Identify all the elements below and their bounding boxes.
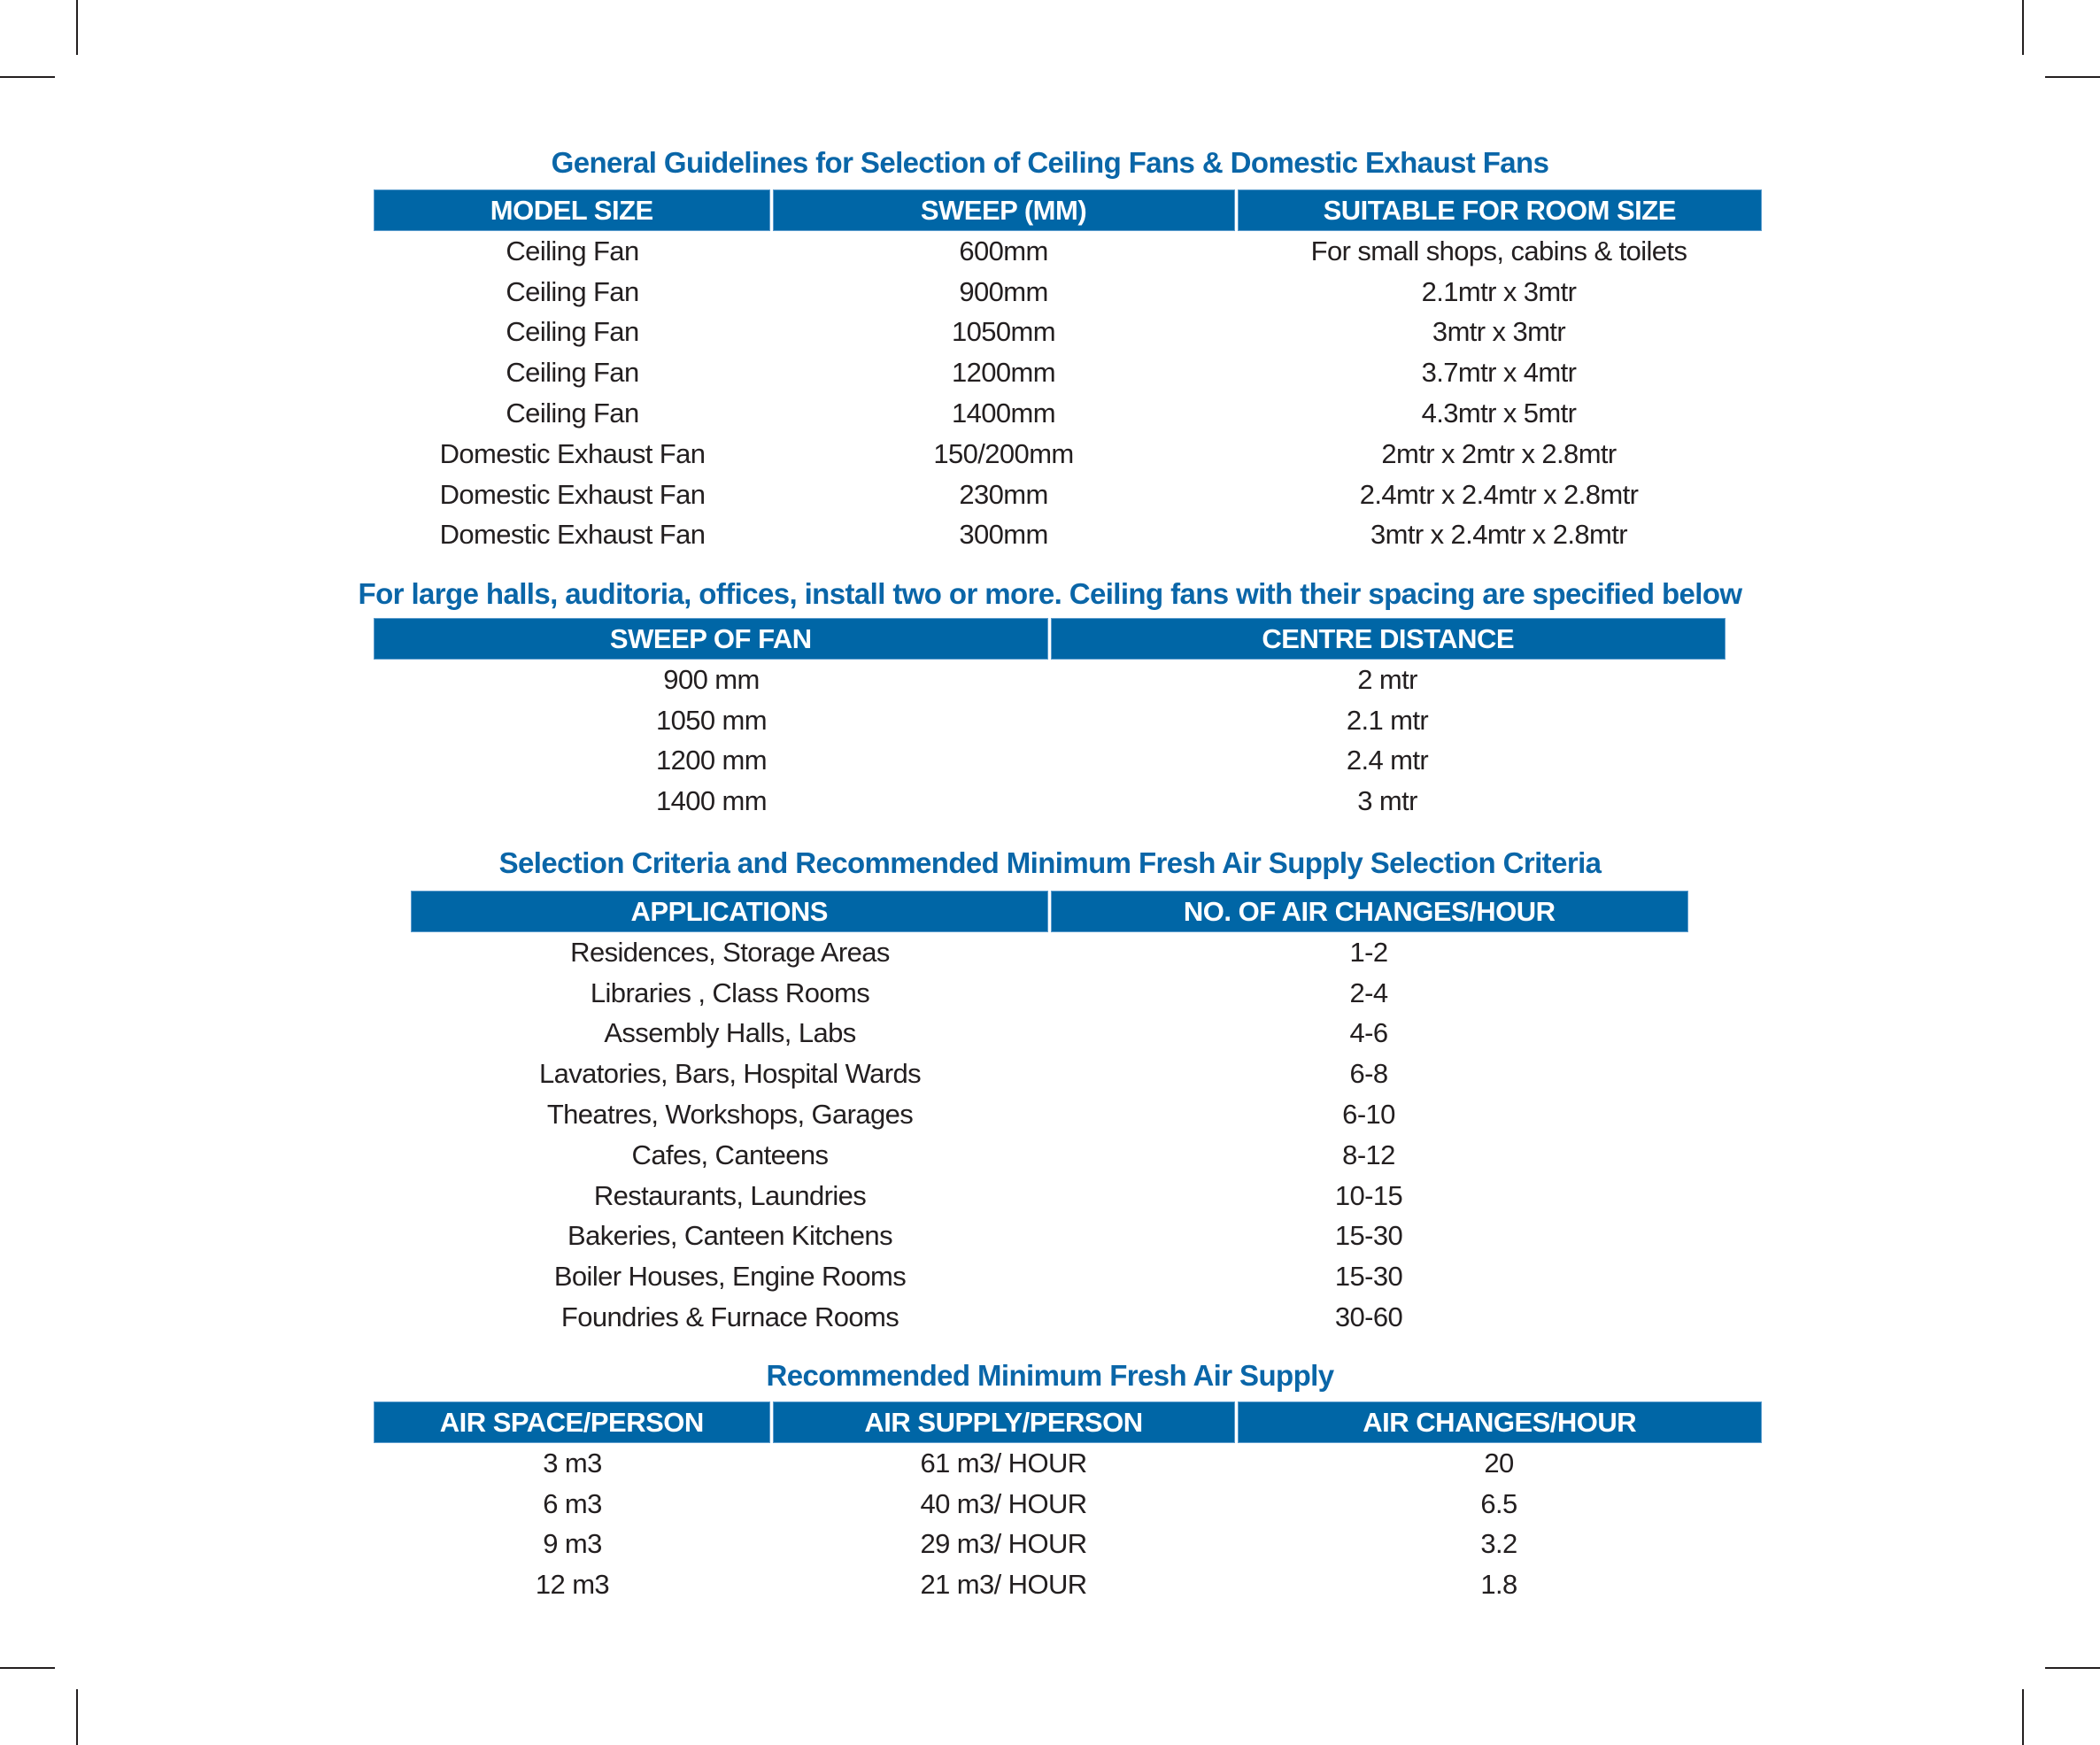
table-row (374, 781, 1726, 822)
table-row (374, 660, 1726, 700)
table-cell: Ceiling Fan (506, 316, 639, 348)
table-cell: 4-6 (1349, 1017, 1388, 1049)
crop-mark (2022, 1689, 2024, 1745)
table-cell: 600mm (959, 235, 1048, 266)
table-cell: 15-30 (1334, 1220, 1403, 1252)
table-cell: 30-60 (1334, 1301, 1403, 1333)
table-cell: 1050 mm (655, 704, 768, 736)
table-cell: Lavatories, Bars, Hospital Wards (538, 1058, 922, 1090)
table-row (374, 741, 1726, 782)
table-cell: 3 m3 (543, 1447, 602, 1479)
table-row (374, 1443, 1762, 1484)
air-changes-title: Selection Criteria and Recommended Minimum Fresh Air Supply Selection Criteria (498, 846, 1602, 879)
table-row (374, 515, 1762, 556)
table-cell: Ceiling Fan (506, 398, 639, 429)
crop-mark (2045, 1667, 2100, 1669)
table-row (374, 272, 1762, 313)
table-header-row (411, 891, 1688, 932)
table-header-row (374, 189, 1762, 231)
table-cell: 3 mtr (1357, 785, 1417, 817)
table-cell: 230mm (959, 478, 1048, 510)
crop-mark (76, 0, 78, 55)
table-cell: 29 m3/ HOUR (920, 1528, 1087, 1560)
table-row (411, 1256, 1688, 1297)
table-row (411, 1135, 1688, 1176)
table-cell: 2mtr x 2mtr x 2.8mtr (1381, 437, 1617, 469)
table-cell: 900 mm (663, 663, 760, 695)
column-header-air-space: AIR SPACE/PERSON (374, 1401, 771, 1443)
table-cell: Theatres, Workshops, Garages (546, 1099, 914, 1131)
air-changes-body (411, 932, 1688, 1338)
table-cell: 1-2 (1349, 936, 1388, 968)
fan-selection-title: General Guidelines for Selection of Ceiling Fans & Domestic Exhaust Fans (551, 146, 1549, 179)
table-cell: 1400mm (951, 398, 1055, 429)
table-cell: 150/200mm (933, 437, 1074, 469)
table-cell: Libraries , Class Rooms (590, 977, 870, 1008)
table-cell: Cafes, Canteens (631, 1139, 829, 1170)
table-row (411, 1094, 1688, 1135)
table-cell: 6-10 (1342, 1099, 1395, 1131)
table-row (411, 932, 1688, 973)
table-cell: Foundries & Furnace Rooms (560, 1301, 899, 1333)
fan-spacing-table (374, 618, 1726, 822)
table-cell: Residences, Storage Areas (570, 936, 890, 968)
column-header-air-changes-hour: AIR CHANGES/HOUR (1236, 1401, 1762, 1443)
table-row (374, 313, 1762, 353)
table-cell: 2 mtr (1357, 663, 1417, 695)
table-cell: 3.7mtr x 4mtr (1421, 357, 1577, 389)
table-cell: 6 m3 (543, 1487, 602, 1519)
table-cell: 2.1 mtr (1346, 704, 1429, 736)
table-row (374, 231, 1762, 272)
table-row (374, 1484, 1762, 1525)
fresh-air-table (374, 1401, 1762, 1605)
table-cell: 40 m3/ HOUR (920, 1487, 1087, 1519)
fan-spacing-body (374, 660, 1726, 822)
table-cell: 1050mm (951, 316, 1055, 348)
table-cell: Assembly Halls, Labs (604, 1017, 856, 1049)
column-header-sweep-of-fan: SWEEP OF FAN (374, 618, 1049, 660)
table-cell: 4.3mtr x 5mtr (1421, 398, 1577, 429)
table-cell: 900mm (959, 275, 1048, 307)
table-row (411, 1216, 1688, 1257)
table-cell: Domestic Exhaust Fan (439, 478, 706, 510)
column-header-air-changes: NO. OF AIR CHANGES/HOUR (1049, 891, 1688, 932)
table-row (374, 352, 1762, 393)
table-row (411, 1054, 1688, 1094)
table-cell: 12 m3 (535, 1569, 610, 1601)
table-cell: 10-15 (1334, 1179, 1403, 1211)
table-cell: 1200mm (951, 357, 1055, 389)
table-cell: 6.5 (1480, 1487, 1517, 1519)
table-cell: Boiler Houses, Engine Rooms (553, 1261, 907, 1293)
crop-mark (0, 76, 55, 78)
fresh-air-body (374, 1443, 1762, 1605)
table-cell: Restaurants, Laundries (593, 1179, 867, 1211)
table-cell: 2.4 mtr (1346, 745, 1429, 776)
table-cell: For small shops, cabins & toilets (1310, 235, 1687, 266)
table-cell: 2.1mtr x 3mtr (1421, 275, 1577, 307)
table-cell: 1.8 (1480, 1569, 1517, 1601)
fan-spacing-title: For large halls, auditoria, offices, install two or more. Ceiling fans with their spacing are specified below (358, 577, 1742, 610)
table-row (374, 700, 1726, 741)
table-cell: Domestic Exhaust Fan (439, 519, 706, 551)
table-cell: Ceiling Fan (506, 275, 639, 307)
table-row (411, 1014, 1688, 1054)
table-row (374, 393, 1762, 434)
table-row (411, 973, 1688, 1014)
air-changes-table (411, 891, 1688, 1338)
column-header-sweep: SWEEP (MM) (771, 189, 1236, 231)
table-cell: 1400 mm (655, 785, 768, 817)
crop-mark (0, 1667, 55, 1669)
table-row (411, 1176, 1688, 1216)
table-cell: 3.2 (1480, 1528, 1517, 1560)
table-cell: 15-30 (1334, 1261, 1403, 1293)
table-cell: 3mtr x 2.4mtr x 2.8mtr (1370, 519, 1627, 551)
table-cell: Bakeries, Canteen Kitchens (567, 1220, 892, 1252)
table-row (374, 475, 1762, 515)
table-row (411, 1297, 1688, 1338)
fan-selection-table (374, 189, 1762, 555)
table-cell: 20 (1484, 1447, 1514, 1479)
crop-mark (2045, 76, 2100, 78)
table-cell: 300mm (959, 519, 1048, 551)
column-header-model-size: MODEL SIZE (374, 189, 771, 231)
table-cell: Ceiling Fan (506, 357, 639, 389)
table-cell: 2.4mtr x 2.4mtr x 2.8mtr (1359, 478, 1639, 510)
table-cell: 2-4 (1349, 977, 1388, 1008)
table-cell: 1200 mm (655, 745, 768, 776)
column-header-applications: APPLICATIONS (411, 891, 1049, 932)
crop-mark (76, 1689, 78, 1745)
table-cell: 6-8 (1349, 1058, 1388, 1090)
table-cell: 21 m3/ HOUR (920, 1569, 1087, 1601)
fresh-air-title: Recommended Minimum Fresh Air Supply (766, 1359, 1334, 1392)
table-cell: 8-12 (1342, 1139, 1395, 1170)
table-cell: 61 m3/ HOUR (920, 1447, 1087, 1479)
table-cell: Ceiling Fan (506, 235, 639, 266)
fan-selection-body (374, 231, 1762, 555)
column-header-centre-distance: CENTRE DISTANCE (1049, 618, 1726, 660)
table-cell: 3mtr x 3mtr (1432, 316, 1566, 348)
table-header-row (374, 1401, 1762, 1443)
table-header-row (374, 618, 1726, 660)
crop-mark (2022, 0, 2024, 55)
table-cell: 9 m3 (543, 1528, 602, 1560)
column-header-air-supply: AIR SUPPLY/PERSON (771, 1401, 1236, 1443)
table-row (374, 1564, 1762, 1605)
table-row (374, 434, 1762, 475)
table-row (374, 1525, 1762, 1565)
table-cell: Domestic Exhaust Fan (439, 437, 706, 469)
column-header-room-size: SUITABLE FOR ROOM SIZE (1236, 189, 1762, 231)
